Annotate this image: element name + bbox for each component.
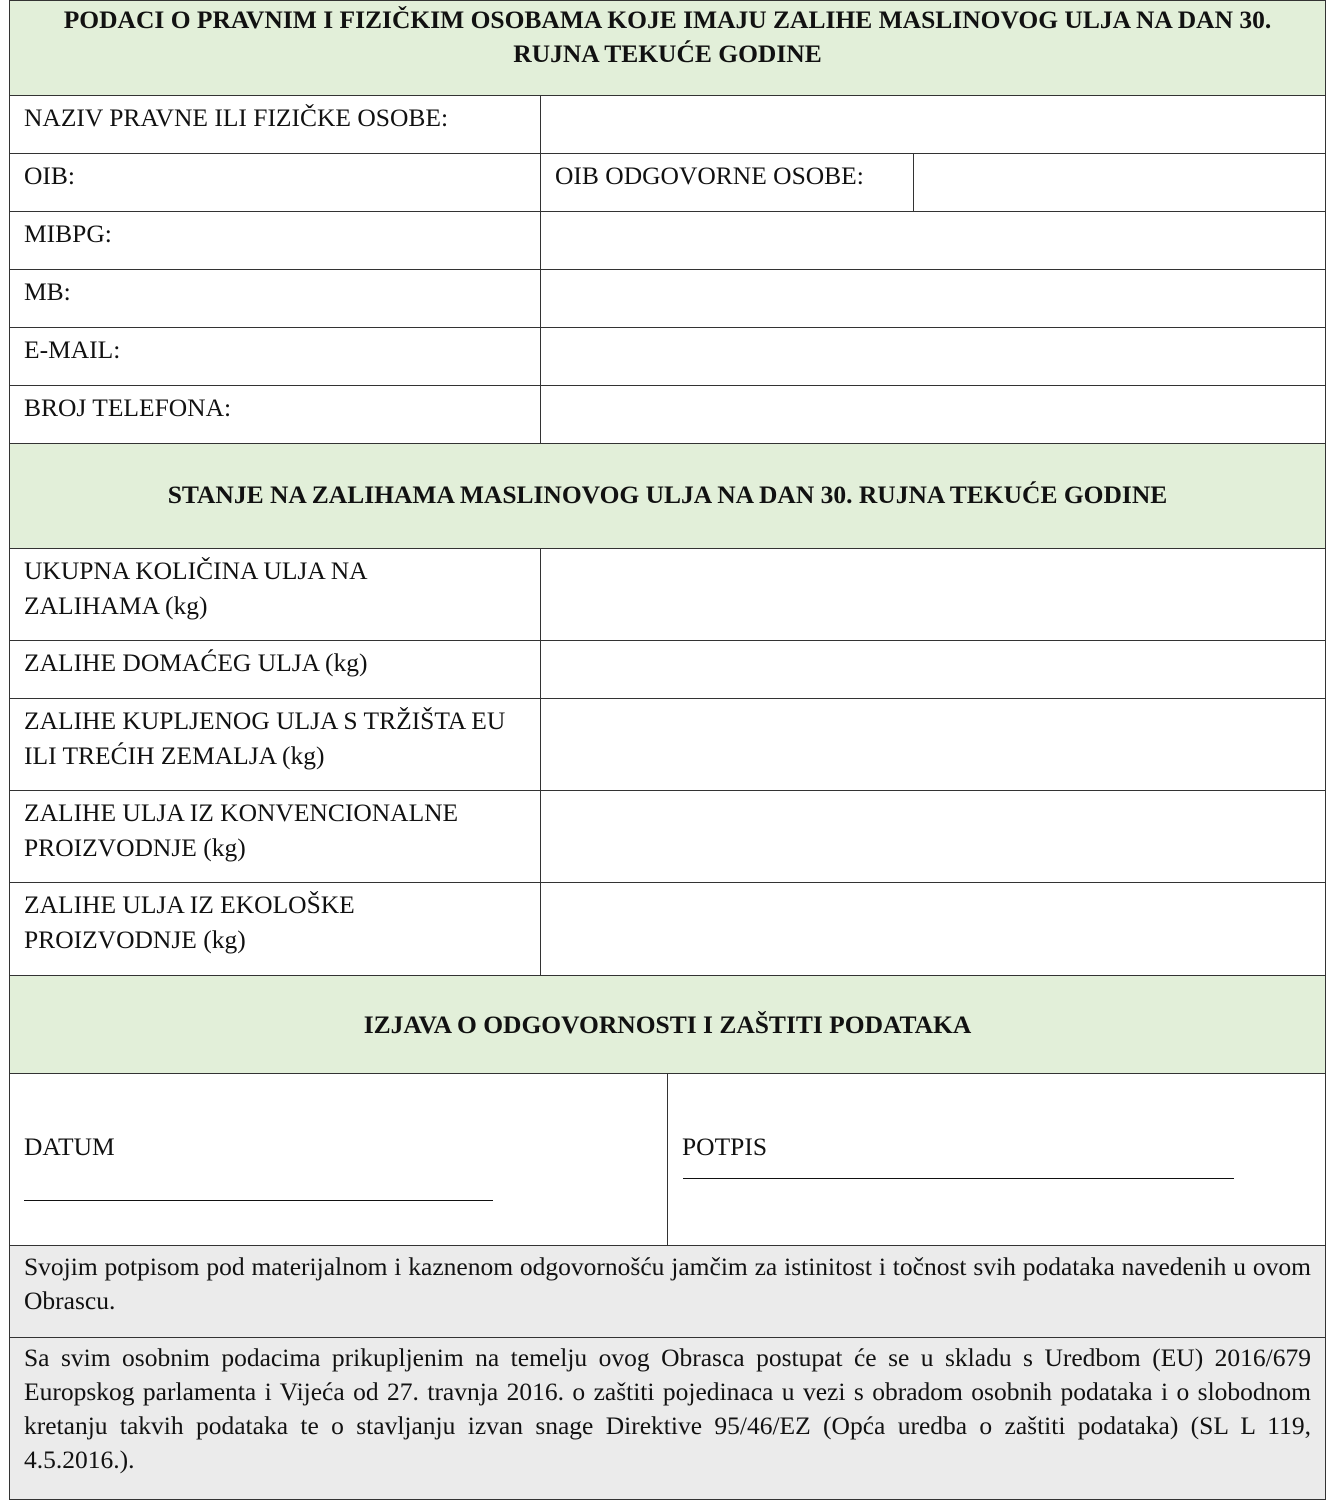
purchased-field[interactable] bbox=[540, 698, 1326, 791]
total-label: UKUPNA KOLIČINA ULJA NA ZALIHAMA (kg) bbox=[9, 548, 541, 641]
conventional-field[interactable] bbox=[540, 790, 1326, 883]
section-title: IZJAVA O ODGOVORNOSTI I ZAŠTITI PODATAKA bbox=[363, 1010, 972, 1039]
signature-line[interactable] bbox=[683, 1178, 1234, 1179]
signature-cell bbox=[667, 1073, 1326, 1246]
section-title: STANJE NA ZALIHAMA MASLINOVOG ULJA NA DAN 30. RUJNA TEKUĆE GODINE bbox=[167, 480, 1168, 509]
section-header-2 bbox=[9, 443, 1326, 549]
phone-label: BROJ TELEFONA: bbox=[9, 385, 541, 444]
date-line[interactable] bbox=[24, 1200, 493, 1201]
section-header-1 bbox=[9, 0, 1326, 96]
phone-field[interactable] bbox=[540, 385, 1326, 444]
name-label: NAZIV PRAVNE ILI FIZIČKE OSOBE: bbox=[9, 95, 541, 154]
email-label: E-MAIL: bbox=[9, 327, 541, 386]
purchased-label: ZALIHE KUPLJENOG ULJA S TRŽIŠTA EU ILI TREĆIH ZEMALJA (kg) bbox=[9, 698, 541, 791]
date-label: DATUM bbox=[24, 1132, 115, 1161]
mb-label: MB: bbox=[9, 269, 541, 328]
date-cell bbox=[9, 1073, 668, 1246]
total-field[interactable] bbox=[540, 548, 1326, 641]
section-title: PODACI O PRAVNIM I FIZIČKIM OSOBAMA KOJE IMAJU ZALIHE MASLINOVOG ULJA NA DAN 30. RUJNA TEKUĆE GODINE bbox=[63, 5, 1272, 68]
mibpg-label: MIBPG: bbox=[9, 211, 541, 270]
mibpg-field[interactable] bbox=[540, 211, 1326, 270]
domestic-field[interactable] bbox=[540, 640, 1326, 699]
liability-statement: Svojim potpisom pod materijalnom i kaznenom odgovornošću jamčim za istinitost i točnost svih podataka navedenih u ovom Obrascu. bbox=[9, 1245, 1326, 1338]
conventional-label: ZALIHE ULJA IZ KONVENCIONALNE PROIZVODNJE (kg) bbox=[9, 790, 541, 883]
oib-responsible-field[interactable] bbox=[913, 153, 1326, 212]
email-field[interactable] bbox=[540, 327, 1326, 386]
domestic-label: ZALIHE DOMAĆEG ULJA (kg) bbox=[9, 640, 541, 699]
mb-field[interactable] bbox=[540, 269, 1326, 328]
gdpr-notice: Sa svim osobnim podacima prikupljenim na temelju ovog Obrasca postupat će se u skladu s Uredbom (EU) 2016/679 Europskog parlamenta i Vijeća od 27. travnja 2016. o zaštiti pojedinaca u vezi s obradom osobnih podataka i o slobodnom kretanju takvih podataka te o stavljanju izvan snage Direktive 95/46/EZ (Opća uredba o zaštiti podataka) (SL L 119, 4.5.2016.). bbox=[9, 1337, 1326, 1500]
name-field[interactable] bbox=[540, 95, 1326, 154]
oib-responsible-label: OIB ODGOVORNE OSOBE: bbox=[540, 153, 914, 212]
oib-label: OIB: bbox=[9, 153, 541, 212]
organic-label: ZALIHE ULJA IZ EKOLOŠKE PROIZVODNJE (kg) bbox=[9, 882, 541, 976]
section-header-3 bbox=[9, 975, 1326, 1074]
organic-field[interactable] bbox=[540, 882, 1326, 976]
signature-label: POTPIS bbox=[682, 1132, 768, 1161]
